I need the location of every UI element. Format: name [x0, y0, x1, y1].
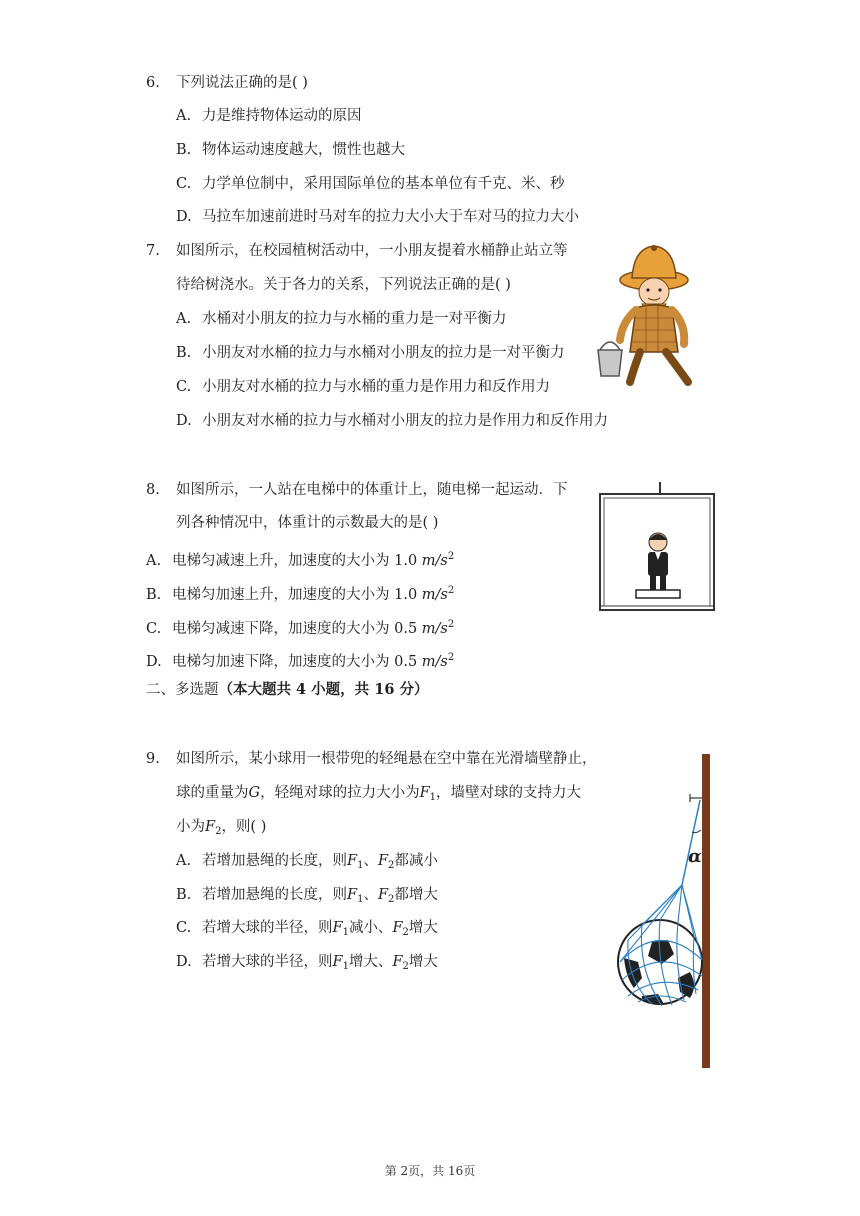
- option-unit-exponent: 2: [447, 585, 455, 596]
- q7-stem-line2: 待给树浇水。关于各力的关系，下列说法正确的是( ): [176, 277, 511, 293]
- option-text: 若增加悬绳的长度，则: [202, 853, 347, 869]
- option-letter: B.: [176, 345, 192, 361]
- option-text: 、: [363, 853, 378, 869]
- symbol-f2: F: [377, 887, 388, 903]
- option-value: 0.5: [394, 654, 418, 670]
- symbol-f2: F: [377, 853, 388, 869]
- option-text: 都增大: [394, 887, 438, 903]
- option-text: 、: [363, 887, 378, 903]
- stem-text: ，轻绳对球的拉力大小为: [260, 785, 420, 801]
- q9-stem-line3: [176, 817, 266, 842]
- symbol-f2-subscript: 2: [215, 826, 222, 837]
- section-detail: （本大题共 4 小题，共 16 分）: [218, 681, 429, 698]
- option-letter: A.: [176, 108, 192, 124]
- q8-stem-line2: 列各种情况中，体重计的示数最大的是( ): [176, 515, 439, 531]
- symbol-f1-subscript: 1: [429, 792, 437, 803]
- q8-option-b: [146, 581, 454, 605]
- q6-number: 6.: [146, 75, 160, 91]
- boy-with-bucket-figure: [596, 240, 706, 390]
- option-value: 0.5: [394, 621, 418, 637]
- stem-text: ，则( ): [221, 819, 267, 835]
- q6-option-d: [176, 207, 579, 227]
- option-unit: m/s: [421, 553, 448, 569]
- option-unit: m/s: [421, 587, 448, 603]
- q6-option-a: [176, 106, 362, 126]
- q9-option-a: [176, 851, 438, 876]
- q8-number: 8.: [146, 482, 160, 498]
- stem-text: ，墙壁对球的支持力大: [436, 785, 582, 801]
- symbol-g: G: [248, 785, 261, 801]
- option-letter: D.: [146, 654, 162, 670]
- q9-stem-line1: 如图所示，某小球用一根带兜的轻绳悬在空中靠在光滑墙壁静止，: [176, 751, 597, 767]
- option-letter: A.: [176, 311, 192, 327]
- option-text: 小朋友对水桶的拉力与水桶对小朋友的拉力是一对平衡力: [202, 345, 565, 361]
- option-letter: D.: [176, 209, 192, 225]
- elevator-scale-figure: [598, 480, 716, 614]
- q8-option-d: [146, 648, 454, 672]
- stem-text: 球的重量为: [176, 785, 249, 801]
- q7-stem-line1: 如图所示，在校园植树活动中，一小朋友提着水桶静止站立等: [176, 243, 568, 259]
- q9-option-d: [176, 952, 438, 977]
- option-text: 电梯匀加速下降，加速度的大小为: [172, 654, 390, 670]
- option-letter: B.: [176, 887, 192, 903]
- q9-option-c: [176, 918, 438, 943]
- q7-option-d: [176, 411, 608, 431]
- ball-net-wall-figure: [612, 750, 716, 1072]
- option-text: 若增大球的半径，则: [202, 920, 333, 936]
- option-value: 1.0: [394, 587, 418, 603]
- symbol-f1: F: [347, 853, 358, 869]
- option-letter: C.: [176, 920, 192, 936]
- q8-option-c: [146, 615, 454, 639]
- option-letter: A.: [176, 853, 192, 869]
- q8-stem-line1: 如图所示，一人站在电梯中的体重计上，随电梯一起运动．下: [176, 482, 568, 498]
- option-letter: C.: [176, 176, 192, 192]
- symbol-f1-subscript: 1: [357, 860, 364, 871]
- option-text: 小朋友对水桶的拉力与水桶对小朋友的拉力是作用力和反作用力: [202, 413, 608, 429]
- symbol-f2: F: [392, 954, 403, 970]
- option-text: 力学单位制中，采用国际单位的基本单位有千克、米、秒: [202, 176, 565, 192]
- symbol-f2-subscript: 2: [402, 961, 409, 972]
- symbol-f1: F: [332, 920, 343, 936]
- option-text: 增大: [408, 920, 438, 936]
- q7-option-b: [176, 343, 565, 363]
- q7-option-c: [176, 377, 550, 397]
- symbol-f2: F: [205, 819, 216, 835]
- option-text: 增大、: [348, 954, 393, 970]
- section-heading-multiple-choice: [146, 680, 428, 700]
- option-text: 增大: [408, 954, 438, 970]
- symbol-f1-subscript: 1: [357, 894, 364, 905]
- q9-number: 9.: [146, 751, 160, 767]
- option-unit-exponent: 2: [447, 551, 455, 562]
- option-text: 马拉车加速前进时马对车的拉力大小大于车对马的拉力大小: [202, 209, 579, 225]
- option-unit: m/s: [421, 654, 448, 670]
- symbol-f1-subscript: 1: [342, 961, 349, 972]
- section-prefix: 二、多选题: [146, 682, 219, 698]
- option-text: 若增加悬绳的长度，则: [202, 887, 347, 903]
- symbol-f2: F: [392, 920, 403, 936]
- symbol-f2-subscript: 2: [402, 927, 409, 938]
- option-text: 水桶对小朋友的拉力与水桶的重力是一对平衡力: [202, 311, 507, 327]
- alpha-label: α: [688, 846, 702, 867]
- option-letter: B.: [176, 142, 192, 158]
- option-text: 电梯匀减速上升，加速度的大小为: [172, 553, 390, 569]
- symbol-f2-subscript: 2: [388, 894, 395, 905]
- option-letter: C.: [176, 379, 192, 395]
- option-unit-exponent: 2: [447, 652, 455, 663]
- q9-stem-line2: [176, 783, 581, 808]
- symbol-f1: F: [419, 785, 430, 801]
- q7-option-a: [176, 309, 507, 329]
- symbol-f2-subscript: 2: [388, 860, 395, 871]
- symbol-f1-subscript: 1: [342, 927, 349, 938]
- q6-option-b: [176, 140, 405, 160]
- page-footer: 第 2页，共 16页: [384, 1164, 476, 1178]
- option-text: 小朋友对水桶的拉力与水桶的重力是作用力和反作用力: [202, 379, 550, 395]
- symbol-f1: F: [347, 887, 358, 903]
- q6-stem: 下列说法正确的是( ): [176, 75, 308, 91]
- option-letter: D.: [176, 413, 192, 429]
- q9-option-b: [176, 885, 438, 910]
- option-text: 电梯匀加速上升，加速度的大小为: [172, 587, 390, 603]
- option-letter: A.: [146, 553, 162, 569]
- option-text: 电梯匀减速下降，加速度的大小为: [172, 621, 390, 637]
- option-letter: C.: [146, 621, 162, 637]
- option-value: 1.0: [394, 553, 418, 569]
- option-text: 物体运动速度越大，惯性也越大: [202, 142, 405, 158]
- stem-text: 小为: [176, 819, 205, 835]
- symbol-f1: F: [332, 954, 343, 970]
- option-text: 力是维持物体运动的原因: [202, 108, 362, 124]
- q8-option-a: [146, 547, 454, 571]
- option-text: 减小、: [348, 920, 393, 936]
- option-unit: m/s: [421, 621, 448, 637]
- option-letter: D.: [176, 954, 192, 970]
- option-text: 都减小: [394, 853, 438, 869]
- option-text: 若增大球的半径，则: [202, 954, 333, 970]
- option-letter: B.: [146, 587, 162, 603]
- option-unit-exponent: 2: [447, 619, 455, 630]
- q7-number: 7.: [146, 243, 160, 259]
- q6-option-c: [176, 174, 565, 194]
